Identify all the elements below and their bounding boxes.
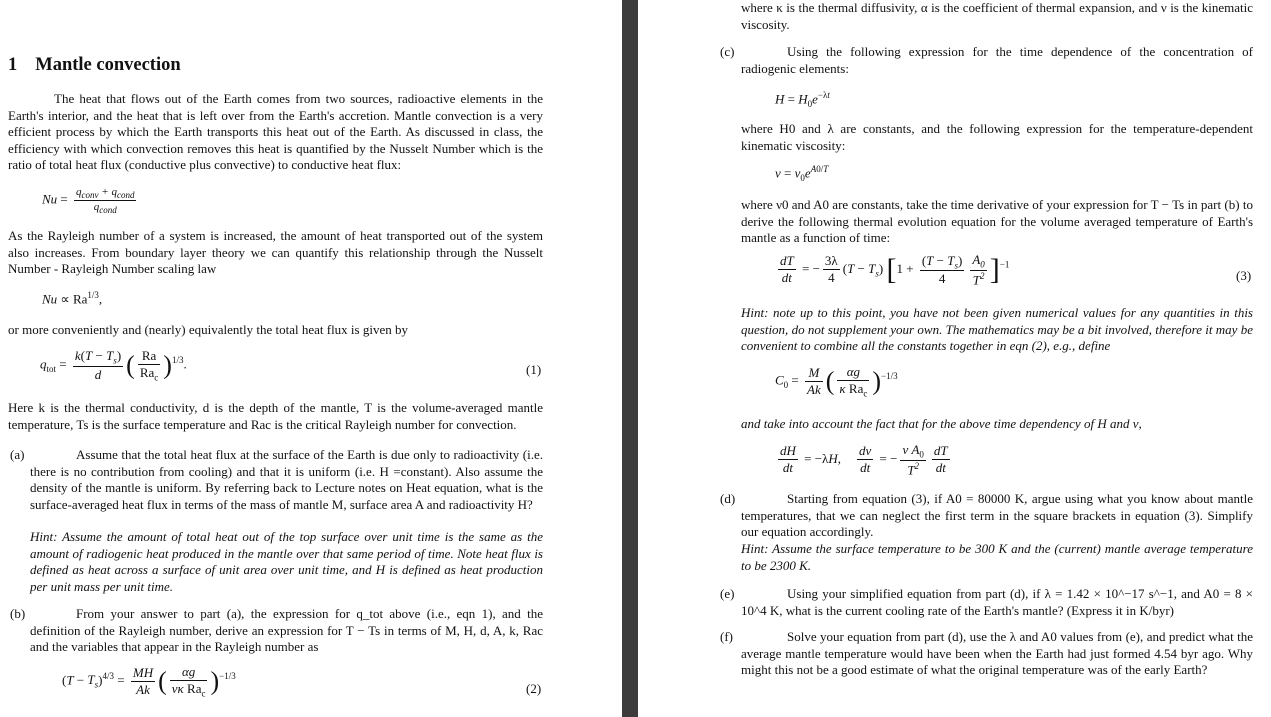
part-a-label: (a) — [10, 447, 25, 462]
part-a-hint-text: Hint: Assume the amount of total heat out of the top surface over unit time is the same as the amount of radiogenic heat produced in the mantle over that same period of time. Note heat flux is defined as heat across a surface of unit area over unit time, and H is defined as heat production per unit mass per unit time. — [30, 529, 543, 594]
equation-2: $(T - T_s)^{4/3}$ = $\frac{MH}{Ak}$ ( $\frac{\alpha g}{\nu\kappa Ra_c}$ )$^{-1/3}$ — [62, 664, 236, 699]
part-c-paragraph-2 — [741, 121, 1253, 154]
part-c-hint2-text: and take into account the fact that for the above time dependency of H and ν, — [741, 416, 1142, 431]
equation-viscosity: $\nu = \nu_0e^{A0/T}$ — [775, 164, 829, 183]
intro-text: The heat that flows out of the Earth comes from two sources, radioactive elements in the Earth's interior, and the heat that is left over from the Earth's accretion. Mantle convection is a very efficient process by which the Earth transports this heat out of the Earth. As discussed in class, the efficiency with which convection removes this heat is quantified by the Nusselt Number which is the ratio of total heat flux (conductive plus convective) to conductive heat flux: — [8, 91, 543, 172]
part-e-label: (e) — [720, 586, 735, 601]
part-c-hint-2 — [741, 416, 1253, 433]
part-b — [30, 606, 543, 656]
equation-1: $q_{tot}$ = $\frac{k(T - T_s)}{d}$ ( $\frac{Ra}{Ra_c}$ )$^{1/3}$. — [40, 348, 187, 383]
section-number: 1 — [8, 55, 18, 75]
part-f-label: (f) — [720, 629, 733, 644]
equation-derivatives: $\frac{dH}{dt}$ = −λH, $\frac{d\nu}{dt}$ = − $\frac{\nu A_0}{T^2}$ $\frac{dT}{dt}$ — [780, 442, 948, 477]
paragraph-here — [8, 400, 543, 433]
part-d-text: Starting from equation (3), if A0 = 80000 K, argue using what you know about mantle temperatures, that we can neglect the first term in the square brackets in equation (3). Simplify our equation accordingly. — [741, 491, 1253, 539]
intro-paragraph — [8, 91, 543, 174]
equation-scaling: $Nu \propto Ra^{1/3}$, — [42, 290, 103, 307]
part-e — [741, 586, 1253, 619]
part-c-text3: where ν0 and A0 are constants, take the time derivative of your expression for T − Ts in part (b) to derive the following thermal evolution equation for the volume averaged temperature of Earth's mantle as a function of time: — [741, 197, 1253, 245]
equation-nusselt: Nu = $\frac{q_{conv} + q_{cond}}{q_{cond}}$ — [42, 186, 135, 216]
eq-nu-display: Nu — [42, 191, 58, 207]
conveniently-text: or more conveniently and (nearly) equivalently the total heat flux is given by — [8, 322, 408, 337]
part-d-label: (d) — [720, 491, 736, 506]
page-gutter — [622, 0, 638, 717]
here-text: Here k is the thermal conductivity, d is the depth of the mantle, T is the volume-averaged mantle temperature, Ts is the surface temperature and Rac is the critical Rayleigh number for convection. — [8, 400, 543, 432]
part-c-paragraph-3 — [741, 197, 1253, 247]
part-a — [30, 447, 543, 513]
part-d-hint — [741, 541, 1253, 574]
continuation-text: where κ is the thermal diffusivity, α is the coefficient of thermal expansion, and ν is the kinematic viscosity. — [741, 0, 1253, 32]
rayleigh-text: As the Rayleigh number of a system is increased, the amount of heat transported out of the system also increases. From boundary layer theory we can quantify this relationship through the Nusselt Number - Rayleigh Number scaling law — [8, 228, 543, 276]
section-heading — [8, 55, 181, 76]
paragraph-conveniently — [8, 322, 543, 339]
part-e-text: Using your simplified equation from part (d), if λ = 1.42 × 10^−17 s^−1, and A0 = 8 × 10^4 K, what is the current cooling rate of the Earth's mantle? (Express it in K/byr) — [741, 586, 1253, 618]
part-c-hint — [741, 305, 1253, 355]
part-d — [741, 491, 1253, 541]
right-page — [638, 0, 1271, 717]
equation-3: $\frac{dT}{dt}$ = − $\frac{3\lambda}{4}$ $(T - T_s)$ [1 + $\frac{(T - T_s)}{4}$ $\frac{A_0}{T^2}$ ]$^{-1}$ — [780, 252, 1010, 287]
left-page — [0, 0, 622, 717]
part-c-label: (c) — [720, 44, 735, 59]
part-b-label: (b) — [10, 606, 26, 621]
part-f-text: Solve your equation from part (d), use the λ and A0 values from (e), and predict what the average mantle temperature would have been when the Earth had just formed 4.54 byr ago. Why might this not be a good estimate of what the original temperature was of the early Earth? — [741, 629, 1253, 677]
part-c — [741, 44, 1253, 77]
part-f — [741, 629, 1253, 679]
equation-c0: $C_0$ = $\frac{M}{Ak}$ ( $\frac{\alpha g}{\kappa Ra_c}$ )$^{-1/3}$ — [775, 364, 898, 399]
part-a-text: Assume that the total heat flux at the surface of the Earth is due only to radioactivity (i.e. there is no contribution from cooling) and that it is uniform (i.e. H =constant). Also assume the density of the mantle is uniform. By referring back to Lecture notes on Heat equation, what is the surface-averaged heat flux in terms of the mass of mantle M, surface area A and radioactivity H? — [30, 447, 543, 512]
equation-3-number: (3) — [1236, 268, 1252, 283]
part-c-text2: where H0 and λ are constants, and the following expression for the temperature-dependent kinematic viscosity: — [741, 121, 1253, 153]
part-d-hint-text: Hint: Assume the surface temperature to be 300 K and the (current) mantle average temperature to be 2300 K. — [741, 541, 1253, 573]
continuation-paragraph — [741, 0, 1253, 33]
equation-H: $H = H_0e^{-\lambda t}$ — [775, 90, 830, 109]
part-c-text: Using the following expression for the time dependence of the concentration of radiogenic elements: — [741, 44, 1253, 76]
part-c-hint-text: Hint: note up to this point, you have not been given numerical values for any quantities in this question, do not supplement your own. The mathematics may be a bit involved, therefore it may be convenient to combine all the constants together in eqn (2), e.g., define — [741, 305, 1253, 353]
part-b-text: From your answer to part (a), the expression for q_tot above (i.e., eqn 1), and the definition of the Rayleigh number, derive an expression for T − Ts in terms of M, H, d, A, k, Rac and the variables that appear in the Rayleigh number as — [30, 606, 543, 654]
section-title: Mantle convection — [35, 55, 181, 75]
equation-2-number: (2) — [526, 681, 542, 696]
paragraph-rayleigh — [8, 228, 543, 278]
part-a-hint — [30, 529, 543, 595]
equation-1-number: (1) — [526, 362, 542, 377]
